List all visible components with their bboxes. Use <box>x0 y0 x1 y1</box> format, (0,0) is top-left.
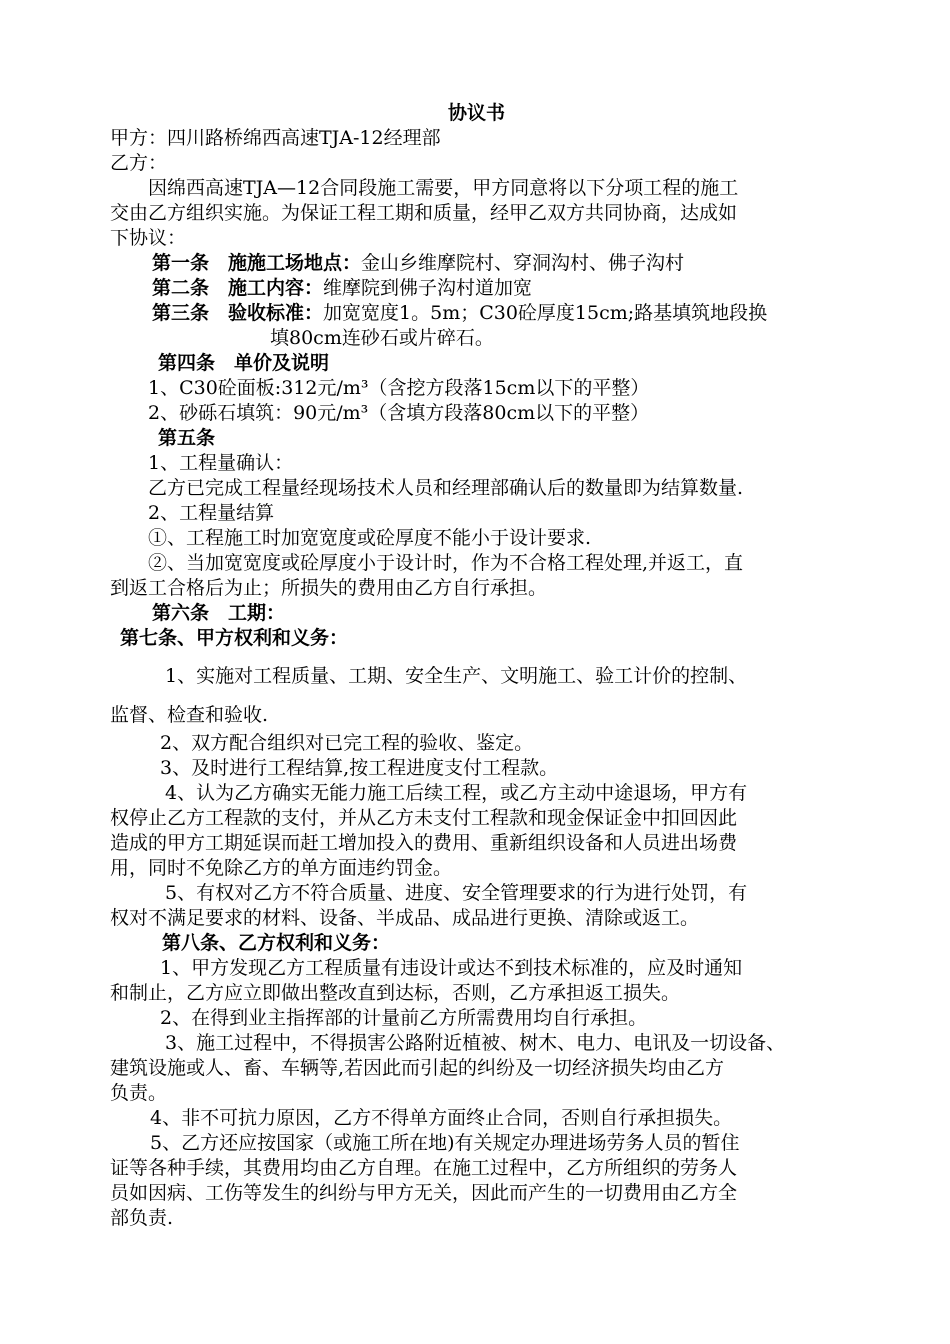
article-8-label: 第八条、乙方权利和义务： <box>162 932 391 954</box>
article-5-line: 到返工合格后为止；所损失的费用由乙方自行承担。 <box>110 577 548 599</box>
article-5-line: 乙方已完成工程量经现场技术人员和经理部确认后的数量即为结算数量. <box>148 477 744 499</box>
article-7-line: 5、有权对乙方不符合质量、进度、安全管理要求的行为进行处罚，有 <box>165 882 748 904</box>
article-7-line: 监督、检查和验收. <box>110 704 269 726</box>
article-5-line: 2、工程量结算 <box>148 502 275 524</box>
price-item: 2、砂砾石填筑：90元/m³（含填方段落80cm以下的平整） <box>148 402 650 424</box>
intro-line: 交由乙方组织实施。为保证工程工期和质量，经甲乙双方共同协商，达成如 <box>110 202 738 224</box>
article-5-label: 第五条 <box>158 427 216 449</box>
intro-line: 下协议： <box>110 227 187 249</box>
article-8-line: 1、甲方发现乙方工程质量有违设计或达不到技术标准的，应及时通知 <box>160 957 743 979</box>
article-7-line: 1、实施对工程质量、工期、安全生产、文明施工、验工计价的控制、 <box>165 665 748 687</box>
article-8-line: 部负责. <box>110 1207 174 1229</box>
party-b: 乙方： <box>110 152 168 174</box>
article-3-text: 加宽宽度1。5m；C30砼厚度15cm;路基填筑地段换 <box>323 302 768 324</box>
article-8-line: 3、施工过程中，不得损害公路附近植被、树木、电力、电讯及一切设备、 <box>165 1032 786 1054</box>
price-item: 1、C30砼面板:312元/m³（含挖方段落15cm以下的平整） <box>148 377 650 399</box>
article-8-line: 负责。 <box>110 1082 168 1104</box>
article-6-label: 第六条 工期： <box>152 602 286 624</box>
article-2 <box>152 276 532 301</box>
article-7-line: 造成的甲方工期延误而赶工增加投入的费用、重新组织设备和人员进出场费 <box>110 832 738 854</box>
article-3 <box>152 301 767 326</box>
article-7-label: 第七条、甲方权利和义务： <box>120 627 349 649</box>
article-1 <box>152 251 684 276</box>
article-8-line: 建筑设施或人、畜、车辆等,若因此而引起的纠纷及一切经济损失均由乙方 <box>110 1057 725 1079</box>
article-3-cont: 填80cm连砂石或片碎石。 <box>270 327 494 349</box>
article-7-line: 3、及时进行工程结算,按工程进度支付工程款。 <box>160 757 559 779</box>
article-3-label: 第三条 验收标准： <box>152 302 324 324</box>
article-5-line: ②、当加宽宽度或砼厚度小于设计时，作为不合格工程处理,并返工，直 <box>148 552 744 574</box>
article-4-label: 第四条 单价及说明 <box>158 352 330 374</box>
article-7-line: 2、双方配合组织对已完工程的验收、鉴定。 <box>160 732 534 754</box>
document-title: 协议书 <box>448 102 506 124</box>
article-5-line: 1、工程量确认： <box>148 452 294 474</box>
article-2-label: 第二条 施工内容： <box>152 277 324 299</box>
article-8-line: 员如因病、工伤等发生的纠纷与甲方无关，因此而产生的一切费用由乙方全 <box>110 1182 738 1204</box>
article-8-line: 证等各种手续，其费用均由乙方自理。在施工过程中，乙方所组织的劳务人 <box>110 1157 738 1179</box>
article-1-text: 金山乡维摩院村、穿洞沟村、佛子沟村 <box>361 252 685 274</box>
article-7-line: 4、认为乙方确实无能力施工后续工程，或乙方主动中途退场，甲方有 <box>165 782 748 804</box>
article-7-line: 权对不满足要求的材料、设备、半成品、成品进行更换、清除或返工。 <box>110 907 700 929</box>
intro-line: 因绵西高速TJA—12合同段施工需要，甲方同意将以下分项工程的施工 <box>148 177 739 199</box>
article-8-line: 和制止，乙方应立即做出整改直到达标，否则，乙方承担返工损失。 <box>110 982 681 1004</box>
party-a: 甲方：四川路桥绵西高速TJA-12经理部 <box>110 127 441 149</box>
article-5-line: ①、工程施工时加宽宽度或砼厚度不能小于设计要求. <box>148 527 592 549</box>
article-7-line: 权停止乙方工程款的支付，并从乙方未支付工程款和现金保证金中扣回因此 <box>110 807 738 829</box>
article-7-line: 用，同时不免除乙方的单方面违约罚金。 <box>110 857 453 879</box>
article-8-line: 4、非不可抗力原因，乙方不得单方面终止合同，否则自行承担损失。 <box>150 1107 733 1129</box>
article-1-label: 第一条 施施工场地点： <box>152 252 362 274</box>
article-8-line: 5、乙方还应按国家（或施工所在地)有关规定办理进场劳务人员的暂住 <box>150 1132 740 1154</box>
article-8-line: 2、在得到业主指挥部的计量前乙方所需费用均自行承担。 <box>160 1007 648 1029</box>
article-2-text: 维摩院到佛子沟村道加宽 <box>323 277 533 299</box>
